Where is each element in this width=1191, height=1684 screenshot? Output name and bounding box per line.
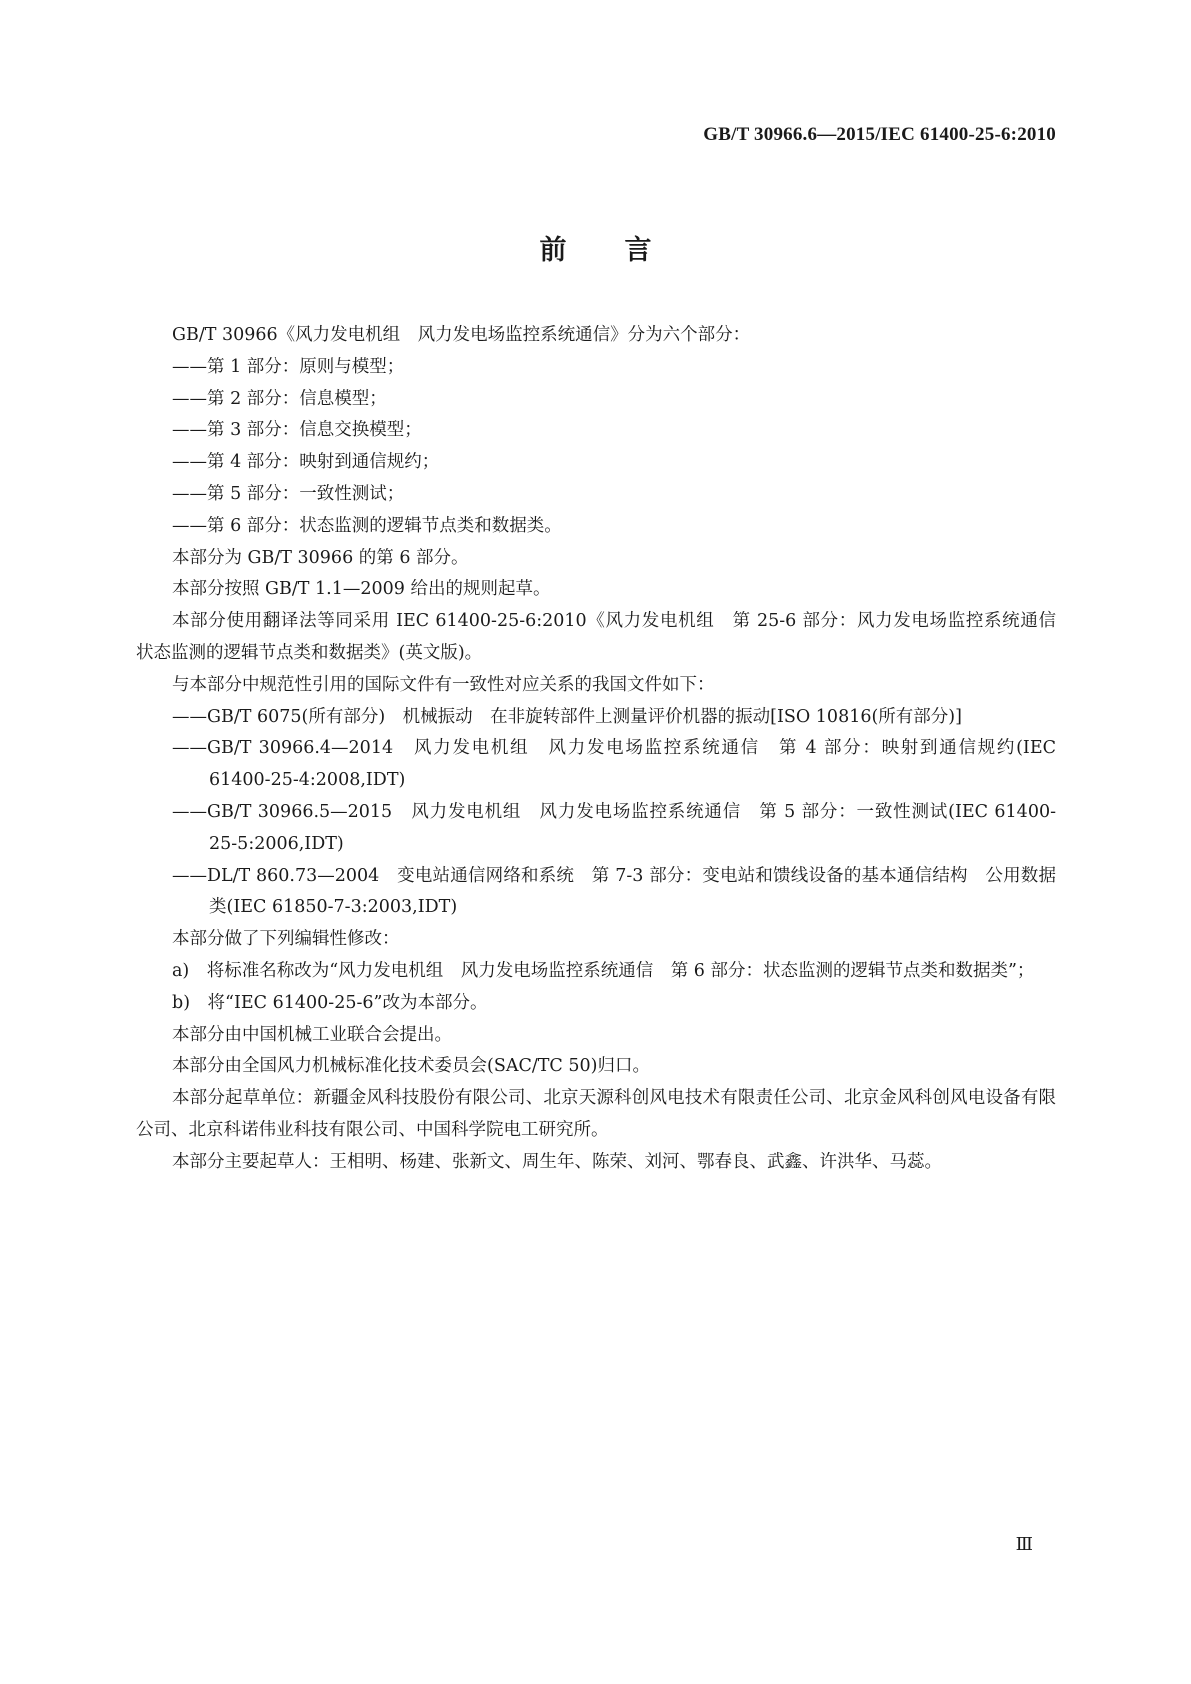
page-number: Ⅲ bbox=[1015, 1534, 1033, 1554]
part-list-item: ——第 6 部分：状态监测的逻辑节点类和数据类。 bbox=[172, 515, 562, 536]
edit-list-item: a) 将标准名称改为“风力发电机组 风力发电场监控系统通信 第 6 部分：状态监测的逻辑节点类和数据类”； bbox=[172, 960, 1035, 981]
centralized-paragraph: 本部分由全国风力机械标准化技术委员会(SAC/TC 50)归口。 bbox=[172, 1056, 650, 1077]
edit-list-item: b) 将“IEC 61400-25-6”改为本部分。 bbox=[172, 992, 488, 1013]
proposed-paragraph: 本部分由中国机械工业联合会提出。 bbox=[172, 1024, 452, 1045]
drafting-units-paragraph: 本部分起草单位：新疆金风科技股份有限公司、北京天源科创风电技术有限责任公司、北京金风科创风电设备有限公司、北京科诺伟业科技有限公司、中国科学院电工研究所。 bbox=[136, 1088, 1056, 1140]
edits-intro-paragraph: 本部分做了下列编辑性修改： bbox=[172, 929, 400, 950]
rules-paragraph: 本部分按照 GB/T 1.1—2009 给出的规则起草。 bbox=[172, 579, 551, 600]
intro-paragraph: GB/T 30966《风力发电机组 风力发电场监控系统通信》分为六个部分： bbox=[172, 325, 751, 345]
reference-list-item: ——GB/T 30966.4—2014 风力发电机组 风力发电场监控系统通信 第 4 部分：映射到通信规约(IEC 61400-25-4:2008,IDT) bbox=[172, 738, 1056, 791]
part-list-item: ——第 2 部分：信息模型； bbox=[172, 388, 387, 409]
standard-code: GB/T 30966.6—2015/IEC 61400-25-6:2010 bbox=[703, 124, 1056, 145]
translation-paragraph: 本部分使用翻译法等同采用 IEC 61400-25-6:2010《风力发电机组 第 25-6 部分：风力发电场监控系统通信 状态监测的逻辑节点类和数据类》(英文版)。 bbox=[136, 611, 1074, 663]
this-part-paragraph: 本部分为 GB/T 30966 的第 6 部分。 bbox=[172, 547, 469, 568]
drafters-paragraph: 本部分主要起草人：王相明、杨建、张新文、周生年、陈荣、刘河、鄂春良、武鑫、许洪华、马蕊。 bbox=[172, 1151, 942, 1172]
reference-list-item: ——GB/T 6075(所有部分) 机械振动 在非旋转部件上测量评价机器的振动[ISO 10816(所有部分)] bbox=[172, 706, 962, 727]
reference-list-item: ——GB/T 30966.5—2015 风力发电机组 风力发电场监控系统通信 第 5 部分：一致性测试(IEC 61400-25-5:2006,IDT) bbox=[172, 801, 1056, 854]
part-list-item: ——第 3 部分：信息交换模型； bbox=[172, 420, 422, 441]
document-body bbox=[136, 320, 1074, 1179]
part-list-item: ——第 1 部分：原则与模型； bbox=[172, 356, 405, 377]
reference-list-item: ——DL/T 860.73—2004 变电站通信网络和系统 第 7-3 部分：变电站和馈线设备的基本通信结构 公用数据类(IEC 61850-7-3:2003,IDT) bbox=[172, 865, 1056, 918]
page-title: 前言 bbox=[539, 235, 710, 266]
part-list-item: ——第 5 部分：一致性测试； bbox=[172, 483, 405, 504]
part-list-item: ——第 4 部分：映射到通信规约； bbox=[172, 452, 440, 473]
refs-intro-paragraph: 与本部分中规范性引用的国际文件有一致性对应关系的我国文件如下： bbox=[172, 674, 715, 695]
